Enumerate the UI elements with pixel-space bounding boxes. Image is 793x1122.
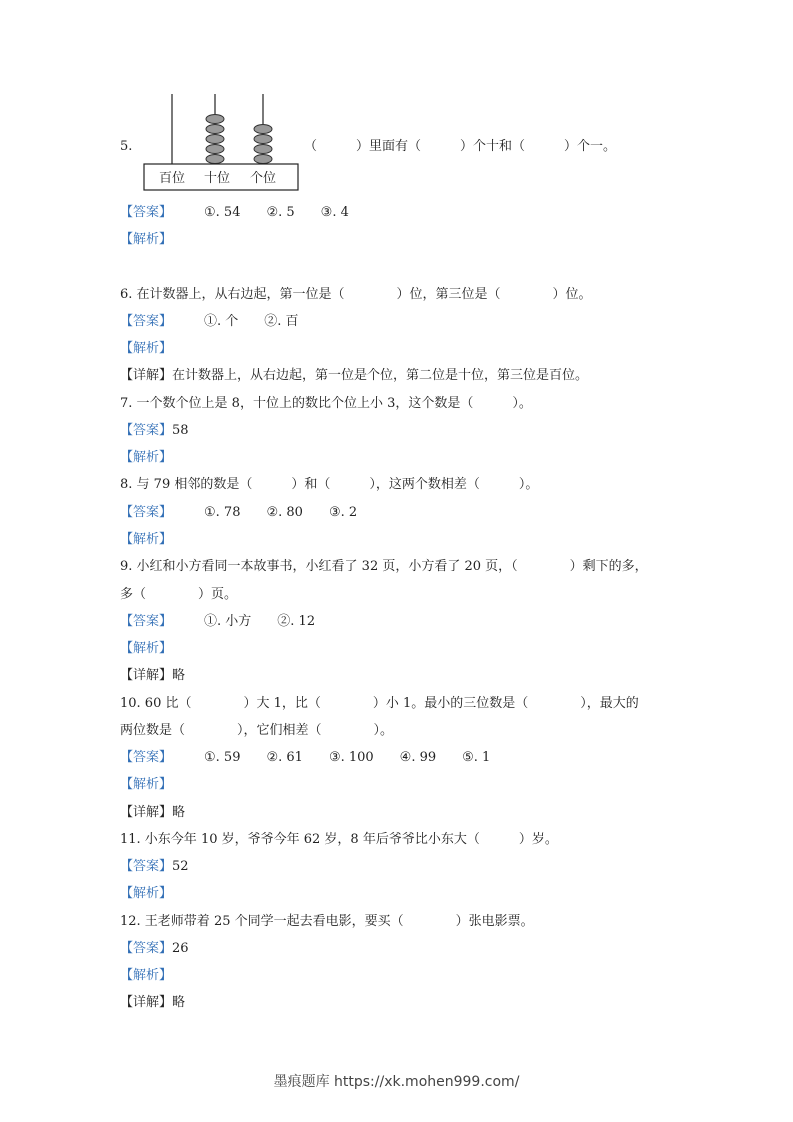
abacus-bead [206,115,224,124]
q7-answer: 58 [172,423,189,438]
abacus-label-tens: 十位 [203,171,231,186]
q6-analysis-label: 【解析】 [120,341,173,356]
q8-answer-row [120,505,357,521]
q5-answer: ①. 54 ②. 5 ③. 4 [204,205,349,220]
answer-label: 【答案】 [120,859,173,874]
q10-question-text-line2: 两位数是（ ），它们相差（ ）。 [120,723,394,738]
detail-label: 【详解】 [120,805,173,820]
q12-analysis-label: 【解析】 [120,968,173,983]
answer-label: 【答案】 [120,614,173,629]
q9-answer: ①. 小方 ②. 12 [204,614,316,629]
abacus-bead [206,125,224,134]
q10-answer: ①. 59 ②. 61 ③. 100 ④. 99 ⑤. 1 [204,750,491,765]
abacus-bead [254,135,272,144]
detail-label: 【详解】 [120,368,173,383]
q12-answer-row [120,941,189,957]
detail-label: 【详解】 [120,668,173,683]
abacus-beads-ones [254,125,272,164]
q7-analysis-label: 【解析】 [120,450,173,465]
q10-analysis-label: 【解析】 [120,777,173,792]
q10-answer-row [120,750,490,766]
answer-label: 【答案】 [120,314,173,329]
q11-question-text: 11. 小东今年 10 岁，爷爷今年 62 岁，8 年后爷爷比小东大（ ）岁。 [120,832,558,847]
q6-answer: ①. 个 ②. 百 [204,314,299,329]
answer-label: 【答案】 [120,750,173,765]
abacus-bead [206,155,224,164]
abacus-bead [206,135,224,144]
abacus-label-hundreds: 百位 [158,171,186,186]
q5-question-text: （ ）里面有（ ）个十和（ ）个一。 [304,139,617,154]
q11-analysis-label: 【解析】 [120,886,173,901]
answer-label: 【答案】 [120,423,173,438]
q6-answer-row [120,314,299,330]
q7-answer-row [120,423,189,439]
q10-question-text-line1: 10. 60 比（ ）大 1，比（ ）小 1。最小的三位数是（ ），最大的 [120,696,639,711]
answer-label: 【答案】 [120,941,173,956]
answer-label: 【答案】 [120,205,173,220]
abacus-beads-tens [206,115,224,164]
q12-detail: 略 [172,995,186,1010]
q10-detail-row [120,805,185,821]
q6-detail: 在计数器上，从右边起，第一位是个位，第二位是十位，第三位是百位。 [172,368,589,383]
q5-analysis-label: 【解析】 [120,232,173,247]
q12-detail-row [120,995,185,1011]
q12-answer: 26 [172,941,189,956]
q11-answer: 52 [172,859,189,874]
q9-detail-row [120,668,185,684]
q9-question-text-line2: 多（ ）页。 [120,587,238,602]
q9-analysis-label: 【解析】 [120,641,173,656]
q7-question-text: 7. 一个数个位上是 8，十位上的数比个位上小 3，这个数是（ ）。 [120,396,532,411]
q6-detail-row [120,368,588,384]
footer-watermark: 墨痕题库 https://xk.mohen999.com/ [273,1074,520,1090]
q8-analysis-label: 【解析】 [120,532,173,547]
q9-answer-row [120,614,315,630]
q5-number: 5. [120,139,133,154]
q6-question-text: 6. 在计数器上，从右边起，第一位是（ ）位，第三位是（ ）位。 [120,287,592,302]
detail-label: 【详解】 [120,995,173,1010]
q9-question-text-line1: 9. 小红和小方看同一本故事书，小红看了 32 页，小方看了 20 页，（ ）剩下的多， [120,559,648,574]
q11-answer-row [120,859,189,875]
abacus-label-ones: 个位 [249,171,277,186]
q5-answer-row [120,205,349,221]
abacus-bead [254,145,272,154]
q9-detail: 略 [172,668,186,683]
q8-answer: ①. 78 ②. 80 ③. 2 [204,505,358,520]
q12-question-text: 12. 王老师带着 25 个同学一起去看电影，要买（ ）张电影票。 [120,914,534,929]
abacus-bead [206,145,224,154]
answer-label: 【答案】 [120,505,173,520]
q8-question-text: 8. 与 79 相邻的数是（ ）和（ ），这两个数相差（ ）。 [120,477,539,492]
abacus-bead [254,155,272,164]
abacus-figure [143,94,299,192]
q10-detail: 略 [172,805,186,820]
abacus-bead [254,125,272,134]
